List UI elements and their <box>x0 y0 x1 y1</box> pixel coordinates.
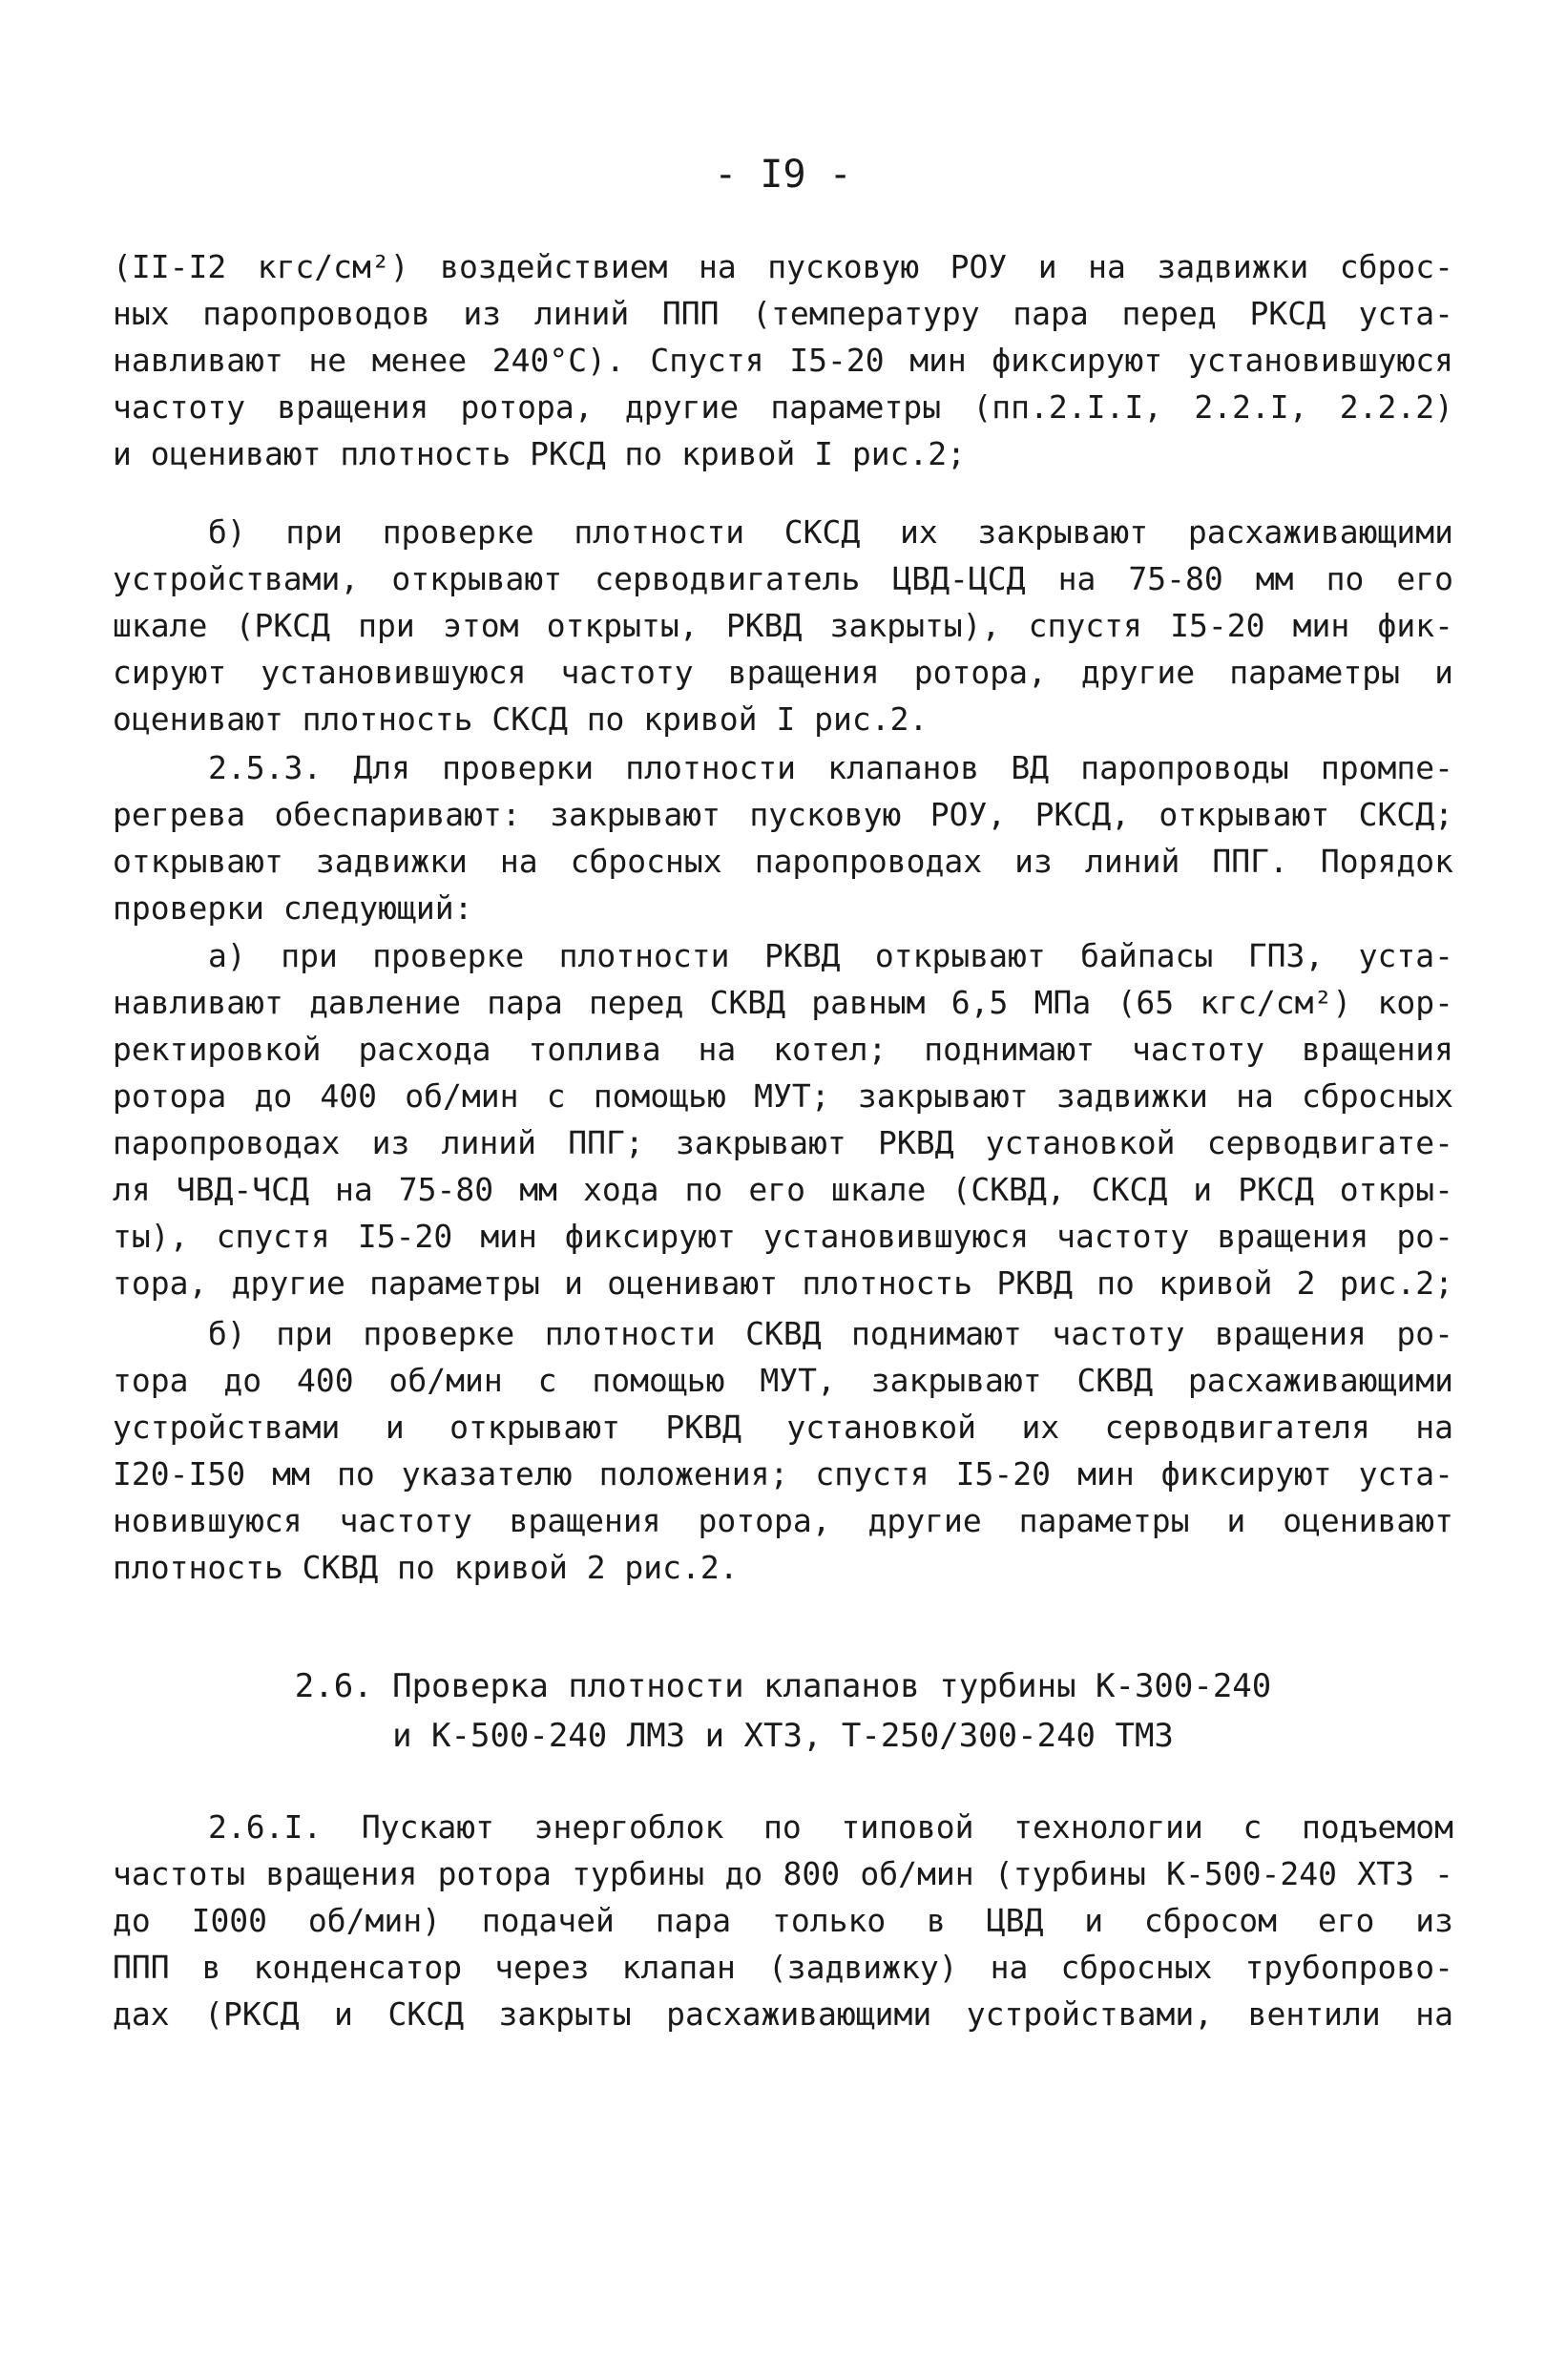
text-line: частоты вращения ротора турбины до 800 об/мин (турбины К-500-240 ХТЗ - <box>113 1855 1453 1892</box>
text-line: дах (РКСД и СКСД закрыты расхаживающими устройствами, вентили на <box>113 1995 1453 2033</box>
text-line: ректировкой расхода топлива на котел; поднимают частоту вращения <box>113 1031 1453 1068</box>
text-line: (II-I2 кгс/см²) воздействием на пусковую РОУ и на задвижки сброс- <box>113 248 1453 285</box>
text-line: 2.6.I. Пускают энергоблок по типовой технологии с подъемом <box>208 1808 1453 1846</box>
paragraph-continuation <box>113 243 1453 477</box>
text-line: I20-I50 мм по указателю положения; спустя I5-20 мин фиксируют уста- <box>113 1455 1453 1493</box>
text-line: тора, другие параметры и оценивают плотность РКВД по кривой 2 рис.2; <box>113 1264 1453 1302</box>
paragraph-item-b-sksd <box>113 509 1453 742</box>
section-heading <box>0 1661 1566 1761</box>
text-line: частоту вращения ротора, другие параметры (пп.2.I.I, 2.2.I, 2.2.2) <box>113 388 1453 426</box>
text-line: и оценивают плотность РКСД по кривой I рис.2; <box>113 435 967 472</box>
text-line: ля ЧВД-ЧСД на 75-80 мм хода по его шкале (СКВД, СКСД и РКСД откры- <box>113 1171 1453 1208</box>
text-line: шкале (РКСД при этом открыты, РКВД закрыты), спустя I5-20 мин фик- <box>113 607 1453 644</box>
text-line: ты), спустя I5-20 мин фиксируют установившуюся частоту вращения ро- <box>113 1218 1453 1255</box>
section-heading-line-1: 2.6. Проверка плотности клапанов турбины К-300-240 <box>294 1667 1272 1705</box>
text-line: до I000 об/мин) подачей пара только в ЦВД и сбросом его из <box>113 1902 1453 1939</box>
text-line: ППП в конденсатор через клапан (задвижку) на сбросных трубопрово- <box>113 1949 1453 1986</box>
text-line: проверки следующий: <box>113 889 473 927</box>
text-line: ных паропроводов из линий ППП (температуру пара перед РКСД уста- <box>113 295 1453 332</box>
text-line: открывают задвижки на сбросных паропроводах из линий ППГ. Порядок <box>113 843 1453 880</box>
text-line: б) при проверке плотности СКВД поднимают частоту вращения ро- <box>208 1315 1453 1352</box>
page-number: - I9 - <box>714 153 852 197</box>
text-line: новившуюся частоту вращения ротора, другие параметры и оценивают <box>113 1502 1453 1539</box>
text-line: устройствами, открывают серводвигатель ЦВД-ЦСД на 75-80 мм по его <box>113 560 1453 597</box>
text-line: ротора до 400 об/мин с помощью МУТ; закрывают задвижки на сбросных <box>113 1077 1453 1115</box>
text-line: сируют установившуюся частоту вращения ротора, другие параметры и <box>113 654 1453 691</box>
text-line: оценивают плотность СКСД по кривой I рис.2. <box>113 700 929 738</box>
text-line: устройствами и открывают РКВД установкой их серводвигателя на <box>113 1409 1453 1446</box>
text-line: плотность СКВД по кривой 2 рис.2. <box>113 1549 739 1586</box>
paragraph-item-b-skvd <box>113 1310 1453 1591</box>
text-line: тора до 400 об/мин с помощью МУТ, закрывают СКВД расхаживающими <box>113 1362 1453 1399</box>
section-heading-line-2: и К-500-240 ЛМЗ и ХТЗ, Т-250/300-240 ТМЗ <box>392 1717 1174 1755</box>
text-line: 2.5.3. Для проверки плотности клапанов ВД паропроводы промпе- <box>208 749 1453 786</box>
paragraph-2-6-1 <box>113 1804 1453 2037</box>
text-line: навливают не менее 240°С). Спустя I5-20 мин фиксируют установившуюся <box>113 342 1453 379</box>
text-line: а) при проверке плотности РКВД открывают байпасы ГПЗ, уста- <box>208 937 1453 974</box>
text-line: паропроводах из линий ППГ; закрывают РКВД установкой серводвигате- <box>113 1124 1453 1161</box>
text-line: б) при проверке плотности СКСД их закрывают расхаживающими <box>208 513 1453 551</box>
text-line: навливают давление пара перед СКВД равным 6,5 МПа (65 кгс/см²) кор- <box>113 984 1453 1021</box>
text-line: регрева обеспаривают: закрывают пусковую РОУ, РКСД, открывают СКСД; <box>113 796 1453 833</box>
paragraph-item-a-rkvd <box>113 932 1453 1306</box>
paragraph-2-5-3 <box>113 744 1453 931</box>
